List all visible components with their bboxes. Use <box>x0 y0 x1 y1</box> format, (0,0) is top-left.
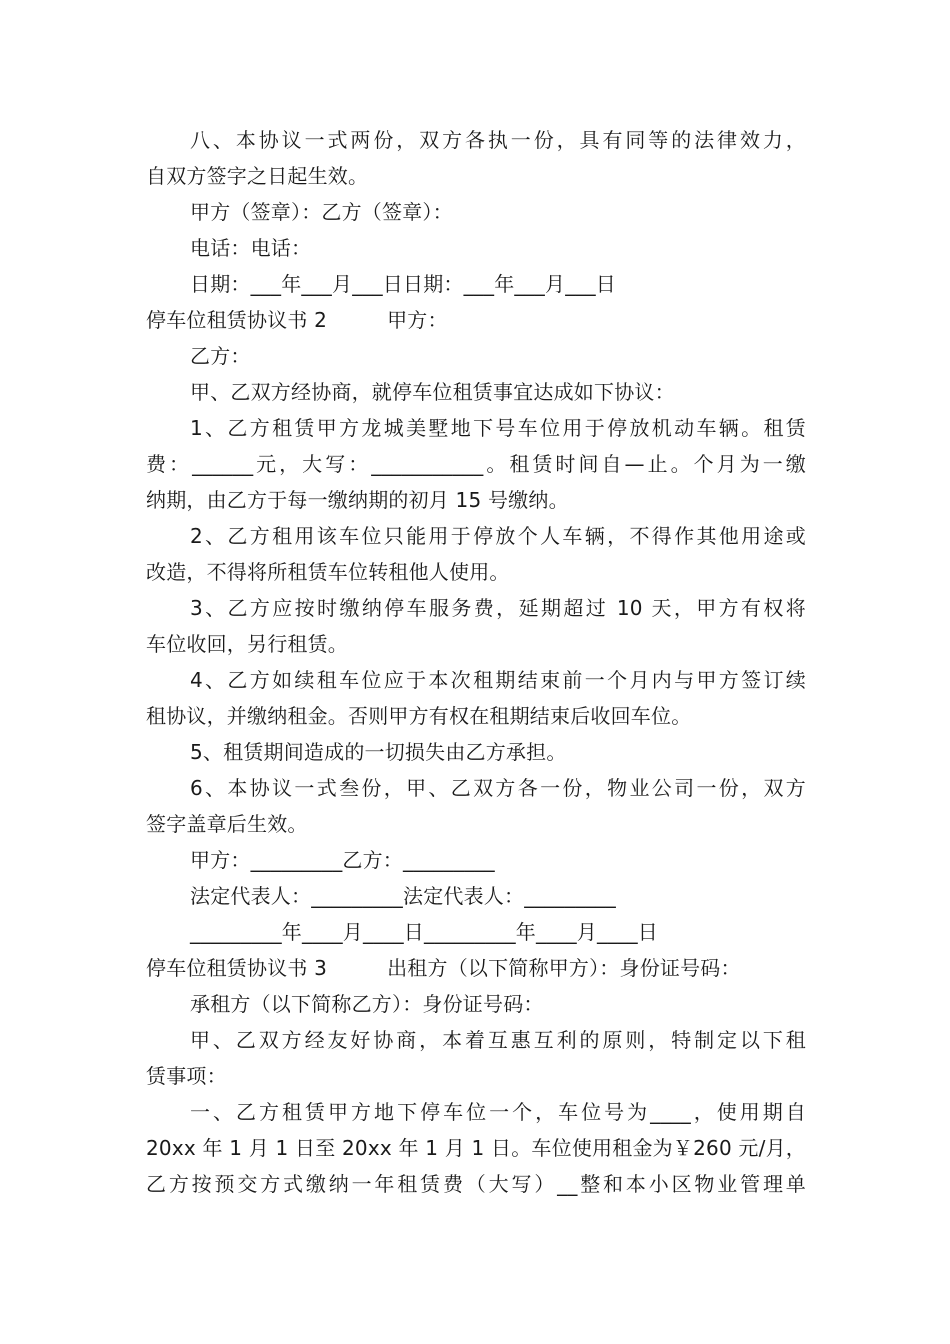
paragraph-line: 费：______元，大写：___________。租赁时间自—止。个月为一缴 <box>146 452 806 476</box>
paragraph-line: 20xx 年 1 月 1 日至 20xx 年 1 月 1 日。车位使用租金为￥260 元/月， <box>146 1136 806 1160</box>
paragraph-line: 赁事项： <box>146 1064 227 1088</box>
paragraph-line: 改造，不得将所租赁车位转租他人使用。 <box>146 560 510 584</box>
phone-line: 电话：电话： <box>190 236 312 260</box>
lessee-label: 承租方（以下简称乙方）：身份证号码： <box>190 992 544 1016</box>
section-title: 停车位租赁协议书 2 <box>146 308 328 332</box>
paragraph-line: 纳期，由乙方于每一缴纳期的初月 15 号缴纳。 <box>146 488 569 512</box>
paragraph-line: 甲、乙双方经友好协商，本着互惠互利的原则，特制定以下租 <box>190 1028 806 1052</box>
paragraph-line: 车位收回，另行租赁。 <box>146 632 348 656</box>
paragraph-line: 乙方按预交方式缴纳一年租赁费（大写）__整和本小区物业管理单 <box>146 1172 806 1196</box>
paragraph-line: 2、乙方租用该车位只能用于停放个人车辆，不得作其他用途或 <box>190 524 806 548</box>
paragraph-line: 签字盖章后生效。 <box>146 812 308 836</box>
representative-line: 法定代表人：_________法定代表人：_________ <box>190 884 616 908</box>
paragraph-line: 八、本协议一式两份，双方各执一份，具有同等的法律效力， <box>190 128 806 152</box>
date-line: _________年____月____日_________年____月____日 <box>190 920 658 944</box>
signature-line: 甲方（签章）：乙方（签章）： <box>190 200 453 224</box>
party-a-label: 甲方： <box>387 308 448 332</box>
paragraph-line: 甲、乙双方经协商，就停车位租赁事宜达成如下协议： <box>190 380 675 404</box>
paragraph-line: 一、乙方租赁甲方地下停车位一个，车位号为____，使用期自 <box>190 1100 806 1124</box>
signature-line: 甲方：_________乙方：_________ <box>190 848 495 872</box>
date-line: 日期：___年___月___日日期：___年___月___日 <box>190 272 616 296</box>
section-heading-row <box>146 302 806 338</box>
paragraph-line: 租协议，并缴纳租金。否则甲方有权在租期结束后收回车位。 <box>146 704 692 728</box>
party-b-label: 乙方： <box>190 344 251 368</box>
paragraph-line: 1、乙方租赁甲方龙城美墅地下号车位用于停放机动车辆。租赁 <box>190 416 806 440</box>
lessor-label: 出租方（以下简称甲方）：身份证号码： <box>387 956 741 980</box>
paragraph-line: 6、本协议一式叁份，甲、乙双方各一份，物业公司一份，双方 <box>190 776 806 800</box>
paragraph-line: 4、乙方如续租车位应于本次租期结束前一个月内与甲方签订续 <box>190 668 806 692</box>
document-page <box>146 122 806 1202</box>
paragraph-line: 自双方签字之日起生效。 <box>146 164 369 188</box>
section-heading-row <box>146 950 806 986</box>
paragraph-line: 5、租赁期间造成的一切损失由乙方承担。 <box>190 740 567 764</box>
paragraph-line: 3、乙方应按时缴纳停车服务费，延期超过 10 天，甲方有权将 <box>190 596 806 620</box>
section-title: 停车位租赁协议书 3 <box>146 956 328 980</box>
